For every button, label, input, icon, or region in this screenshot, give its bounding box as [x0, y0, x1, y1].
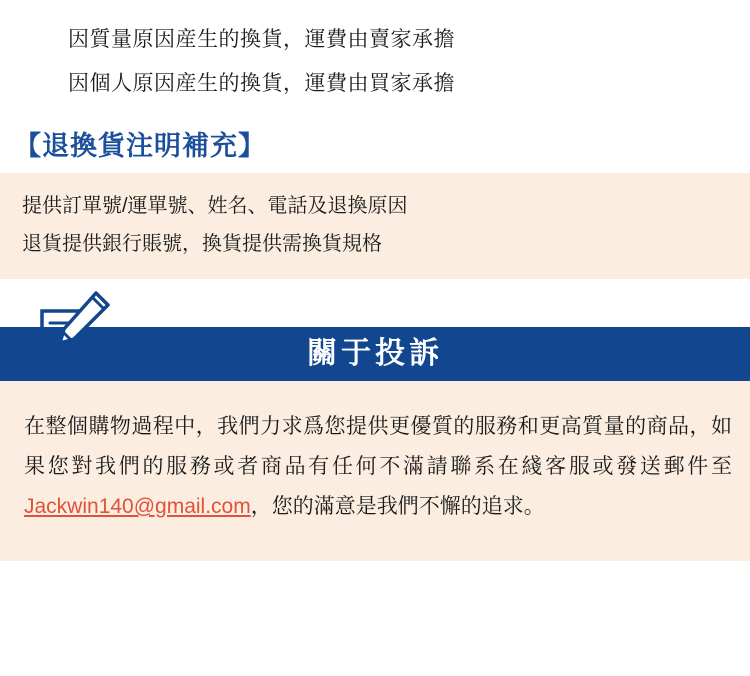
complaint-paragraph — [0, 407, 750, 527]
complaint-text-prefix: 在整個購物過程中，我們力求爲您提供更優質的服務和更高質量的商品，如果您對我們的服務或者商品有任何不滿請聯系在綫客服或發送郵件至 — [24, 415, 732, 478]
complaint-text-suffix: ，您的滿意是我們不懈的追求。 — [250, 495, 545, 518]
notice-box — [0, 173, 750, 279]
return-policy-line: 因個人原因産生的換貨，運費由買家承擔 — [68, 72, 455, 95]
notice-line: 退貨提供銀行賬號，換貨提供需換貨規格 — [22, 233, 382, 255]
bottom-spacer — [0, 561, 750, 621]
return-policy-lines — [0, 0, 750, 106]
return-policy-line: 因質量原因産生的換貨，運費由賣家承擔 — [68, 28, 455, 51]
complaint-banner — [0, 327, 750, 381]
notice-line: 提供訂單號/運單號、姓名、電話及退換原因 — [22, 195, 408, 217]
notice-heading: 【退換貨注明補充】 — [14, 131, 266, 161]
complaint-banner-title: 關于投訴 — [307, 337, 443, 370]
support-email-link[interactable]: Jackwin140@gmail.com — [24, 495, 251, 518]
complaint-body-box — [0, 381, 750, 561]
